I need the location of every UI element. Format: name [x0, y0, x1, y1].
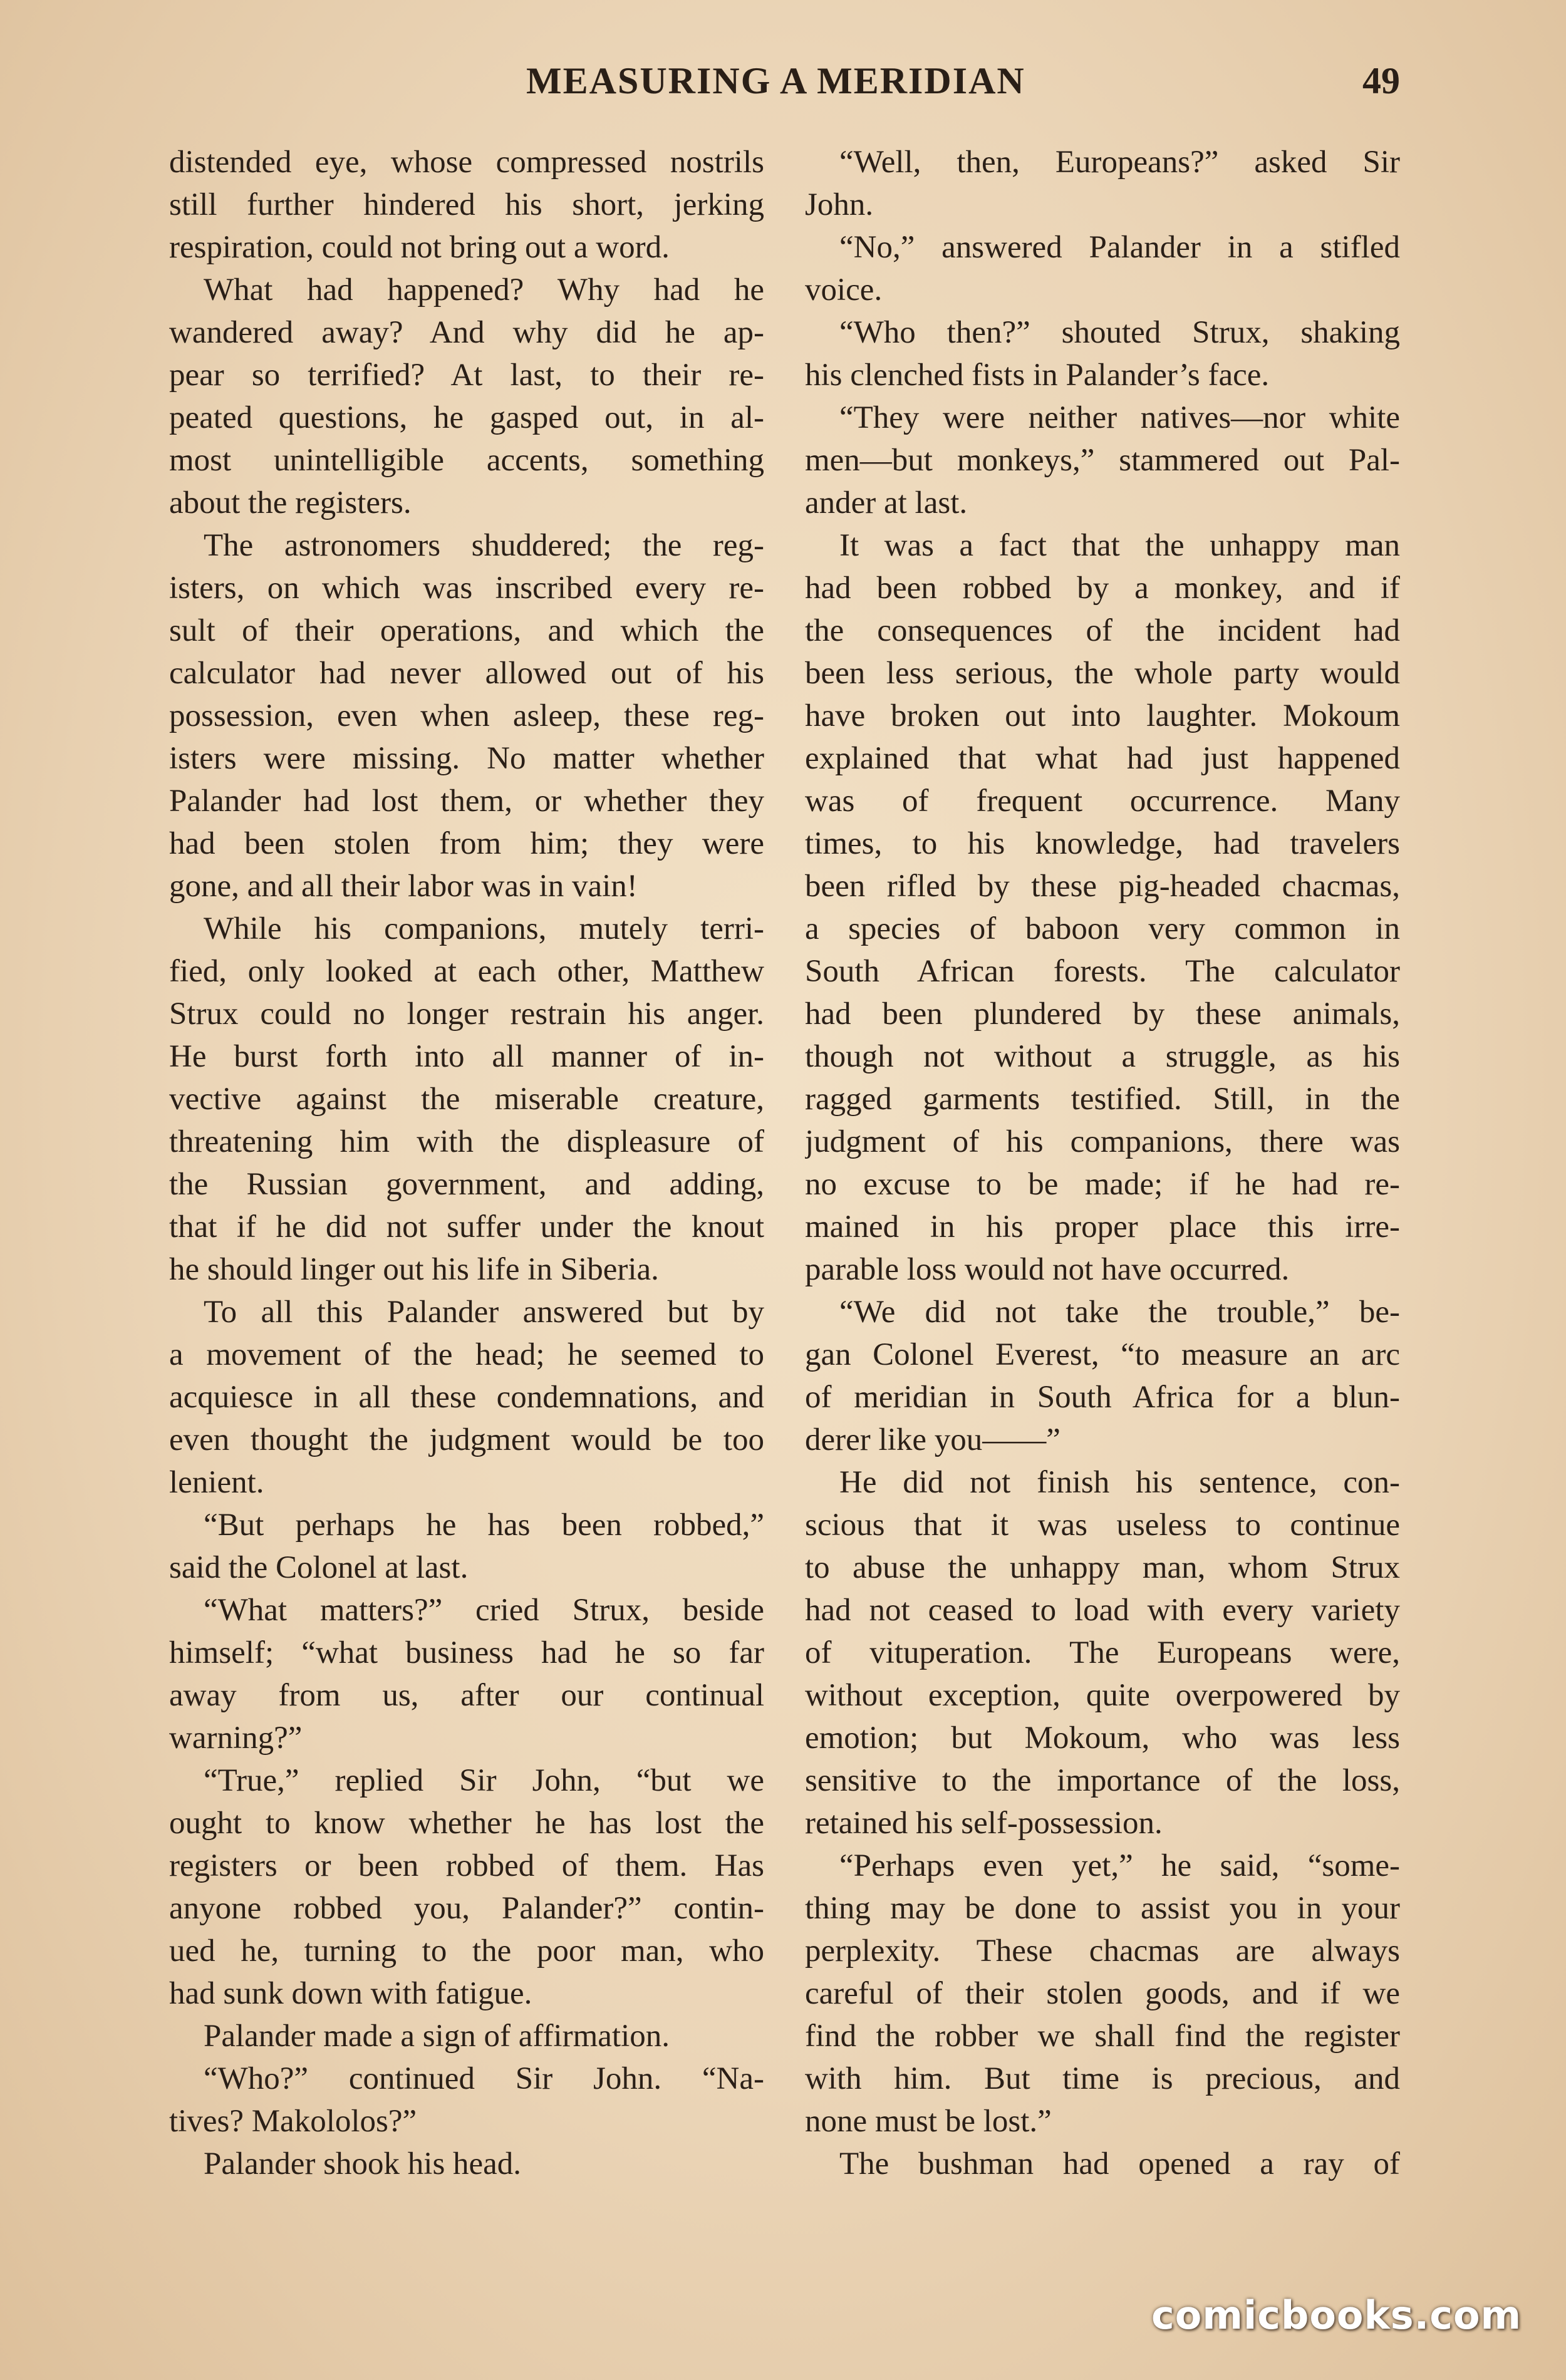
text-line: his clenched fists in Palander’s face. — [805, 358, 1270, 393]
text-line: The astronomers shuddered; the reg- — [204, 528, 764, 563]
text-line: What had happened? Why had he — [204, 272, 764, 308]
text-line: still further hindered his short, jerking — [169, 187, 764, 222]
text-line: “What matters?” cried Strux, beside — [204, 1593, 764, 1628]
running-head — [0, 59, 1566, 110]
text-line: had been plundered by these animals, — [805, 996, 1400, 1032]
text-line: said the Colonel at last. — [169, 1550, 469, 1585]
text-line: sult of their operations, and which the — [169, 613, 764, 648]
text-line: most unintelligible accents, something — [169, 443, 764, 478]
text-line: pear so terrified? At last, to their re- — [169, 358, 764, 393]
text-line: South African forests. The calculator — [805, 954, 1400, 989]
text-line: he should linger out his life in Siberia. — [169, 1252, 659, 1287]
text-line: of vituperation. The Europeans were, — [805, 1635, 1400, 1670]
text-line: “Perhaps even yet,” he said, “some- — [839, 1848, 1400, 1883]
text-line: “Well, then, Europeans?” asked Sir — [839, 145, 1400, 180]
text-line: gone, and all their labor was in vain! — [169, 869, 638, 904]
text-line: It was a fact that the unhappy man — [839, 528, 1400, 563]
text-line: voice. — [805, 272, 883, 308]
text-line: Palander had lost them, or whether they — [169, 784, 764, 819]
text-line: distended eye, whose compressed nostrils — [169, 145, 764, 180]
text-line: warning?” — [169, 1720, 303, 1756]
text-line: even thought the judgment would be too — [169, 1422, 764, 1457]
text-line: none must be lost.” — [805, 2104, 1052, 2139]
text-line: been rifled by these pig-headed chacmas, — [805, 869, 1400, 904]
text-line: thing may be done to assist you in your — [805, 1891, 1400, 1926]
text-line: careful of their stolen goods, and if we — [805, 1976, 1400, 2011]
text-line: Strux could no longer restrain his anger. — [169, 996, 764, 1032]
text-line: had sunk down with fatigue. — [169, 1976, 532, 2011]
text-line: While his companions, mutely terri- — [204, 911, 764, 946]
text-line: to abuse the unhappy man, whom Strux — [805, 1550, 1400, 1585]
text-line: Palander made a sign of affirmation. — [204, 2019, 670, 2054]
running-title: MEASURING A MERIDIAN — [526, 60, 1025, 101]
text-line: ued he, turning to the poor man, who — [169, 1933, 764, 1969]
text-line: parable loss would not have occurred. — [805, 1252, 1290, 1287]
text-line: men—but monkeys,” stammered out Pal- — [805, 443, 1400, 478]
text-line: ought to know whether he has lost the — [169, 1806, 764, 1841]
text-line: The bushman had opened a ray of — [839, 2146, 1400, 2181]
text-line: ragged garments testified. Still, in the — [805, 1082, 1400, 1117]
text-line: had not ceased to load with every variety — [805, 1593, 1400, 1628]
text-line: respiration, could not bring out a word. — [169, 230, 670, 265]
text-line: derer like you——” — [805, 1422, 1060, 1457]
text-line: that if he did not suffer under the knout — [169, 1209, 764, 1244]
text-line: acquiesce in all these condemnations, and — [169, 1380, 764, 1415]
text-line: “Who then?” shouted Strux, shaking — [839, 315, 1400, 350]
text-line: calculator had never allowed out of his — [169, 656, 764, 691]
watermark: comicbooks.com — [1151, 2292, 1522, 2338]
text-line: ander at last. — [805, 485, 968, 520]
text-line: away from us, after our continual — [169, 1678, 764, 1713]
text-line: He did not finish his sentence, con- — [839, 1465, 1400, 1500]
text-line: without exception, quite overpowered by — [805, 1678, 1400, 1713]
text-line: explained that what had just happened — [805, 741, 1400, 776]
right-text-column — [805, 141, 1400, 2185]
text-line: John. — [805, 187, 874, 222]
text-line: though not without a struggle, as his — [805, 1039, 1400, 1074]
text-line: vective against the miserable creature, — [169, 1082, 764, 1117]
text-line: anyone robbed you, Palander?” contin- — [169, 1891, 764, 1926]
text-line: about the registers. — [169, 485, 412, 520]
text-line: fied, only looked at each other, Matthew — [169, 954, 764, 989]
text-line: tives? Makololos?” — [169, 2104, 417, 2139]
text-line: possession, even when asleep, these reg- — [169, 698, 764, 733]
text-line: times, to his knowledge, had travelers — [805, 826, 1400, 861]
text-line: with him. But time is precious, and — [805, 2061, 1400, 2096]
text-line: “No,” answered Palander in a stifled — [839, 230, 1400, 265]
text-line: was of frequent occurrence. Many — [805, 784, 1400, 819]
text-line: emotion; but Mokoum, who was less — [805, 1720, 1400, 1756]
text-line: To all this Palander answered but by — [204, 1295, 764, 1330]
text-line: had been stolen from him; they were — [169, 826, 764, 861]
text-line: “They were neither natives—nor white — [839, 400, 1400, 435]
text-line: gan Colonel Everest, “to measure an arc — [805, 1337, 1400, 1372]
text-line: the consequences of the incident had — [805, 613, 1400, 648]
text-line: wandered away? And why did he ap- — [169, 315, 764, 350]
text-line: a movement of the head; he seemed to — [169, 1337, 764, 1372]
text-line: isters, on which was inscribed every re- — [169, 571, 764, 606]
text-line: had been robbed by a monkey, and if — [805, 571, 1400, 606]
text-line: registers or been robbed of them. Has — [169, 1848, 764, 1883]
text-line: He burst forth into all manner of in- — [169, 1039, 764, 1074]
text-line: been less serious, the whole party would — [805, 656, 1400, 691]
text-line: have broken out into laughter. Mokoum — [805, 698, 1400, 733]
text-line: perplexity. These chacmas are always — [805, 1933, 1400, 1969]
text-line: of meridian in South Africa for a blun- — [805, 1380, 1400, 1415]
text-line: the Russian government, and adding, — [169, 1167, 764, 1202]
text-line: sensitive to the importance of the loss, — [805, 1763, 1400, 1798]
text-line: judgment of his companions, there was — [805, 1124, 1400, 1159]
text-line: “We did not take the trouble,” be- — [839, 1295, 1400, 1330]
text-line: no excuse to be made; if he had re- — [805, 1167, 1400, 1202]
text-line: “True,” replied Sir John, “but we — [204, 1763, 764, 1798]
text-line: scious that it was useless to continue — [805, 1508, 1400, 1543]
text-line: Palander shook his head. — [204, 2146, 522, 2181]
text-line: retained his self-possession. — [805, 1806, 1163, 1841]
text-line: himself; “what business had he so far — [169, 1635, 764, 1670]
left-text-column — [169, 141, 764, 2185]
page-number: 49 — [1362, 60, 1400, 101]
text-line: isters were missing. No matter whether — [169, 741, 764, 776]
text-line: threatening him with the displeasure of — [169, 1124, 764, 1159]
text-line: mained in his proper place this irre- — [805, 1209, 1400, 1244]
text-line: lenient. — [169, 1465, 264, 1500]
text-line: a species of baboon very common in — [805, 911, 1400, 946]
text-line: “But perhaps he has been robbed,” — [204, 1508, 764, 1543]
text-line: find the robber we shall find the register — [805, 2019, 1400, 2054]
text-line: peated questions, he gasped out, in al- — [169, 400, 764, 435]
text-line: “Who?” continued Sir John. “Na- — [204, 2061, 764, 2096]
